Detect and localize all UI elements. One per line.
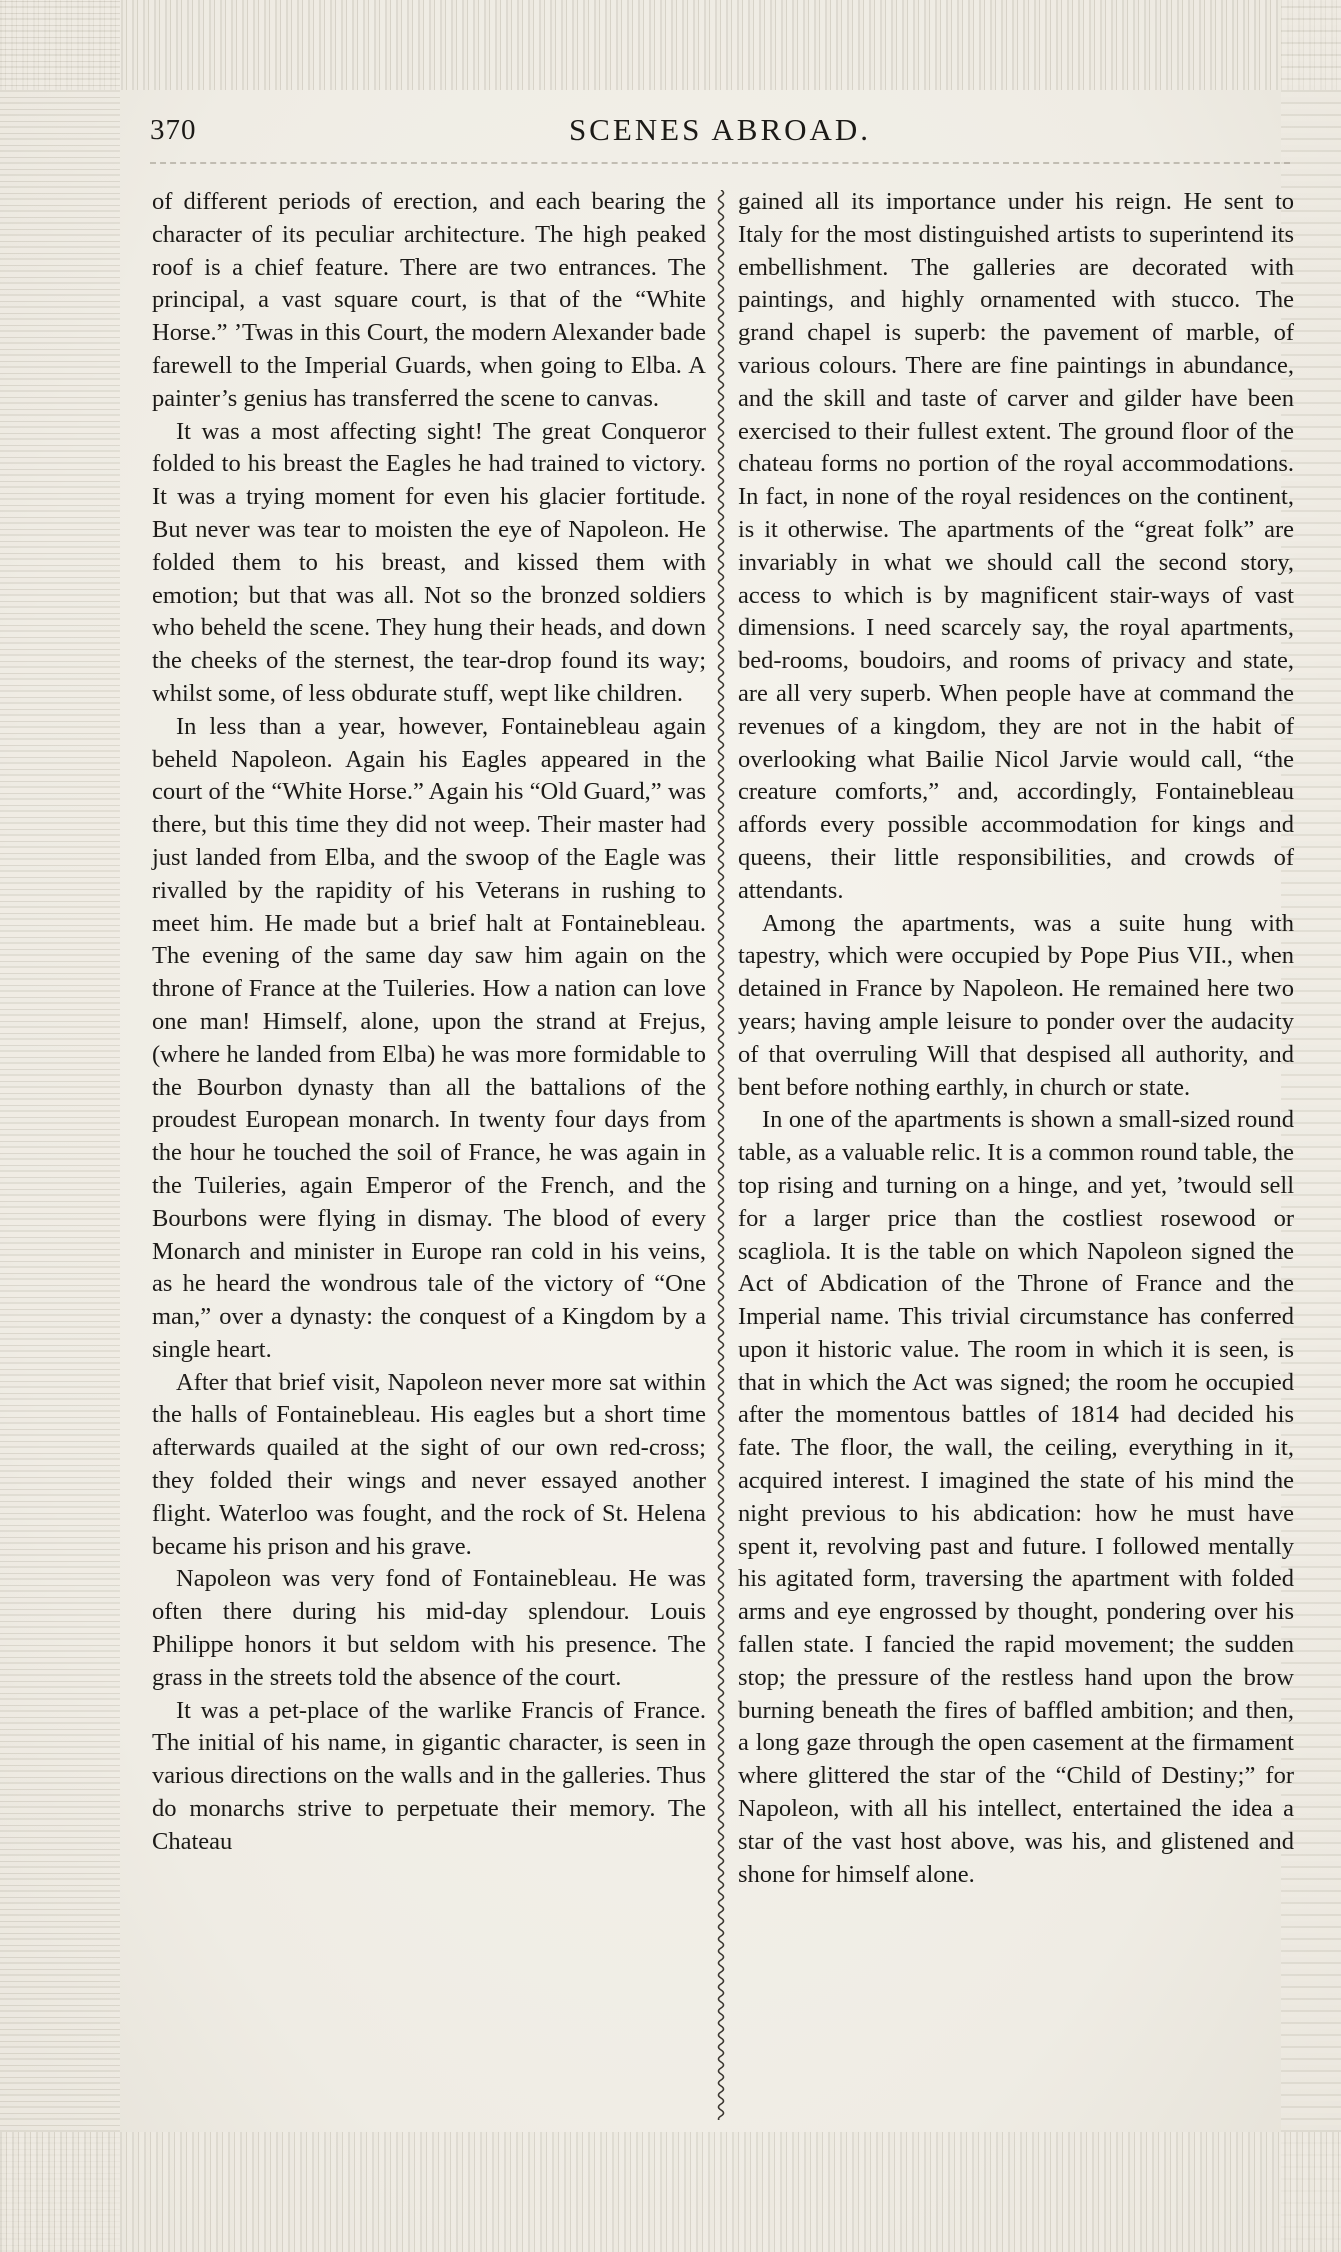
paragraph: It was a most affecting sight! The great Conqueror folded to his breast the Eagles he had trained to victory. It was a trying moment for even his glacier fortitude. But never was tear to moisten the eye of Napoleon. He folded them to his breast, and kissed them with emotion; but that was all. Not so the bronzed soldiers who beheld the scene. They hung their heads, and down the cheeks of the sternest, the tear-drop found its way; whilst some, of less obdurate stuff, wept like children. bbox=[152, 417, 706, 707]
paragraph: Napoleon was very fond of Fontainebleau. He was often there during his mid-day splendour. Louis Philippe honors it but seldom with his presence. The grass in the streets told the absence of the court. bbox=[152, 1565, 706, 1691]
page-number: 370 bbox=[150, 114, 197, 146]
paragraph: It was a pet-place of the warlike Francis of France. The initial of his name, in gigantic character, is seen in various directions on the walls and in the galleries. Thus do monarchs strive to perpetuate their memory. The Chateau bbox=[152, 1696, 706, 1855]
scan-noise-bottom bbox=[0, 2132, 1341, 2252]
left-column bbox=[152, 186, 706, 1859]
paragraph: gained all its importance under his reign. He sent to Italy for the most distinguished artists to superintend its embellishment. The galleries are decorated with paintings, and highly ornamented with stucco. The grand chapel is superb: the pavement of marble, of various colours. There are fine paintings in abundance, and the skill and taste of carver and gilder have been exercised to their fullest extent. The ground floor of the chateau forms no portion of the royal accommodations. In fact, in none of the royal residences on the continent, is it otherwise. The apartments of the “great folk” are invariably in what we should call the second story, access to which is by magnificent stair-ways of vast dimensions. I need scarcely say, the royal apartments, bed-rooms, boudoirs, and rooms of privacy and state, are all very superb. When people have at command the revenues of a kingdom, they are not in the habit of overlooking what Bailie Nicol Jarvie would call, “the creature comforts,” and, accordingly, Fontainebleau affords every possible accommodation for kings and queens, their little responsibilities, and crowds of attendants. bbox=[738, 188, 1294, 904]
scan-noise-top bbox=[0, 0, 1341, 90]
scan-noise-left bbox=[0, 0, 120, 2252]
paragraph: After that brief visit, Napoleon never more sat within the halls of Fontainebleau. His eagles but a short time afterwards quailed at the sight of our own red-cross; they folded their wings and never essayed another flight. Waterloo was fought, and the rock of St. Helena became his prison and his grave. bbox=[152, 1368, 706, 1560]
paragraph: In one of the apartments is shown a small-sized round table, as a valuable relic. It is a common round table, the top rising and turning on a hinge, and yet, ’twould sell for a larger price than the costliest rosewood or scagliola. It is the table on which Napoleon signed the Act of Abdication of the Throne of France and the Imperial name. This trivial circumstance has conferred upon it historic value. The room in which it is seen, is that in which the Act was signed; the room he occupied after the momentous battles of 1814 had decided his fate. The floor, the wall, the ceiling, everything in it, acquired interest. I imagined the state of his mind the night previous to his abdication: how he must have spent it, revolving past and future. I followed mentally his agitated form, traversing the apartment with folded arms and eye engrossed by thought, pondering over his fallen state. I fancied the rapid movement; the sudden stop; the pressure of the restless hand upon the brow burning beneath the fires of baffled ambition; and then, a long gaze through the open casement at the firmament where glittered the star of the “Child of Destiny;” for Napoleon, with all his intellect, entertained the idea a star of the vast host above, was his, and glistened and shone for himself alone. bbox=[738, 1106, 1294, 1888]
page-title: SCENES ABROAD. bbox=[568, 112, 872, 147]
right-column bbox=[738, 186, 1294, 1891]
paragraph: Among the apartments, was a suite hung with tapestry, which were occupied by Pope Pius VII., when detained in France by Napoleon. He remained here two years; having ample leisure to ponder over the audacity of that overruling Will that despised all authority, and bent before nothing earthly, in church or state. bbox=[738, 909, 1294, 1101]
header-rule bbox=[150, 162, 1290, 164]
paragraph: In less than a year, however, Fontainebleau again beheld Napoleon. Again his Eagles appeared in the court of the “White Horse.” Again his “Old Guard,” was there, but this time they did not weep. Their master had just landed from Elba, and the swoop of the Eagle was rivalled by the rapidity of his Veterans in rushing to meet him. He made but a brief halt at Fontainebleau. The evening of the same day saw him again on the throne of France at the Tuileries. How a nation can love one man! Himself, alone, upon the strand at Frejus, (where he landed from Elba) he was more formidable to the Bourbon dynasty than all the battalions of the proudest European monarch. In twenty four days from the hour he touched the soil of France, he was again in the Tuileries, again Emperor of the French, and the Bourbons were flying in dismay. The blood of every Monarch and minister in Europe ran cold in his veins, as he heard the wondrous tale of the victory of “One man,” over a dynasty: the conquest of a Kingdom by a single heart. bbox=[152, 712, 706, 1363]
divider-wave bbox=[719, 190, 724, 2120]
running-head bbox=[150, 110, 1290, 154]
column-divider bbox=[714, 190, 728, 2120]
paragraph: of different periods of erection, and each bearing the character of its peculiar architecture. The high peaked roof is a chief feature. There are two entrances. The principal, a vast square court, is that of the “White Horse.” ’Twas in this Court, the modern Alexander bade farewell to the Imperial Guards, when going to Elba. A painter’s genius has transferred the scene to canvas. bbox=[152, 188, 706, 412]
